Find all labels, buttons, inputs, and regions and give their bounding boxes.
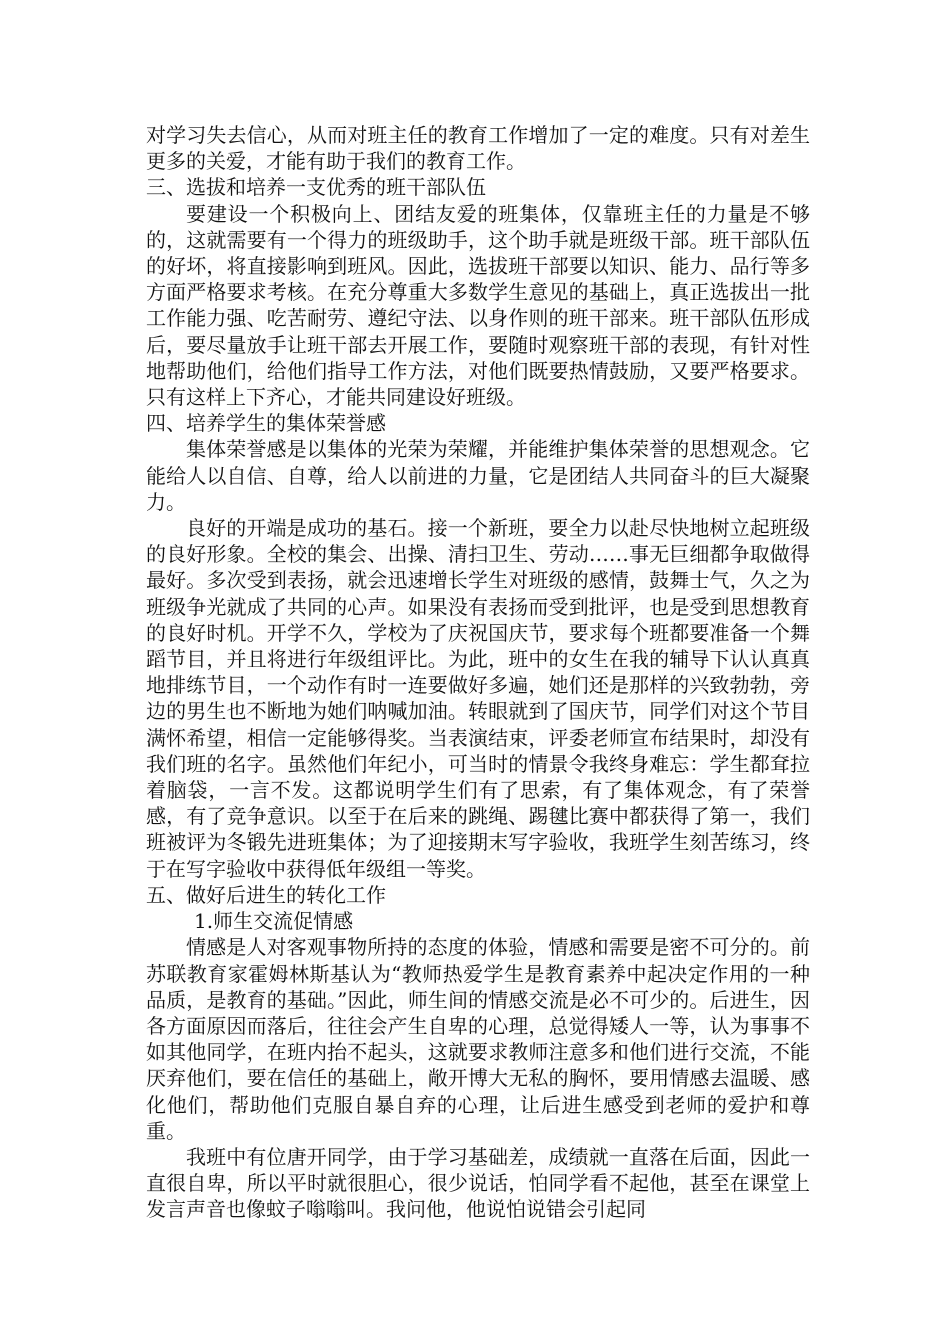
section-heading-4: 四、培养学生的集体荣誉感	[146, 411, 386, 436]
paragraph-continued: 对学习失去信心，从而对班主任的教育工作增加了一定的难度。只有对差生更多的关爱，才能有助于我们的教育工作。	[146, 123, 810, 174]
section-heading-5: 五、做好后进生的转化工作	[146, 882, 386, 907]
paragraph-class-cadres: 要建设一个积极向上、团结友爱的班集体，仅靠班主任的力量是不够的，这就需要有一个得力的班级助手，这个助手就是班级干部。班干部队伍的好坏，将直接影响到班风。因此，选拔班干部要以知识、能力、品行等多方面严格要求考核。在充分尊重大多数学生意见的基础上，真正选拔出一批工作能力强、吃苦耐劳、遵纪守法、以身作则的班干部来。班干部队伍形成后，要尽量放手让班干部去开展工作，要随时观察班干部的表现，有针对性地帮助他们，给他们指导工作方法，对他们既要热情鼓励，又要严格要求。只有这样上下齐心，才能共同建设好班级。	[146, 201, 810, 410]
section-heading-3: 三、选拔和培养一支优秀的班干部队伍	[146, 175, 486, 200]
paragraph-collective-honor: 集体荣誉感是以集体的光荣为荣耀，并能维护集体荣誉的思想观念。它能给人以自信、自尊，给人以前进的力量，它是团结人共同奋斗的巨大凝聚力。	[146, 437, 810, 514]
document-page	[146, 122, 810, 1223]
paragraph-student-example: 我班中有位唐开同学，由于学习基础差，成绩就一直落在后面，因此一直很自卑，所以平时就很胆心，很少说话，怕同学看不起他，甚至在课堂上发言声音也像蚊子嗡嗡叫。我问他，他说怕说错会引起同	[146, 1144, 810, 1222]
paragraph-good-start: 良好的开端是成功的基石。接一个新班，要全力以赴尽快地树立起班级的良好形象。全校的集会、出操、清扫卫生、劳动……事无巨细都争取做得最好。多次受到表扬，就会迅速增长学生对班级的感情，鼓舞士气，久之为班级争光就成了共同的心声。如果没有表扬而受到批评，也是受到思想教育的良好时机。开学不久，学校为了庆祝国庆节，要求每个班都要准备一个舞蹈节目，并且将进行年级组评比。为此，班中的女生在我的辅导下认认真真地排练节目，一个动作有时一连要做好多遍，她们还是那样的兴致勃勃，旁边的男生也不断地为她们呐喊加油。转眼就到了国庆节，同学们对这个节目满怀希望，相信一定能够得奖。当表演结束，评委老师宣布结果时，却没有我们班的名字。虽然他们年纪小，可当时的情景令我终身难忘：学生都耷拉着脑袋，一言不发。这都说明学生们有了思索，有了集体观念，有了荣誉感，有了竞争意识。以至于在后来的跳绳、踢毽比赛中都获得了第一，我们班被评为冬锻先进班集体；为了迎接期末写字验收，我班学生刻苦练习，终于在写字验收中获得低年级组一等奖。	[146, 516, 810, 881]
subsection-heading-1: 1.师生交流促情感	[194, 909, 354, 934]
paragraph-emotion-exchange: 情感是人对客观事物所持的态度的体验，情感和需要是密不可分的。前苏联教育家霍姆林斯基认为“教师热爱学生是教育素养中起决定作用的一种品质，是教育的基础。”因此，师生间的情感交流是必不可少的。后进生，因各方面原因而落后，往往会产生自卑的心理，总觉得矮人一等，认为事事不如其他同学，在班内抬不起头，这就要求教师注意多和他们进行交流，不能厌弃他们，要在信任的基础上，敞开博大无私的胸怀，要用情感去温暖、感化他们，帮助他们克服自暴自弃的心理，让后进生感受到老师的爱护和尊重。	[146, 935, 810, 1143]
